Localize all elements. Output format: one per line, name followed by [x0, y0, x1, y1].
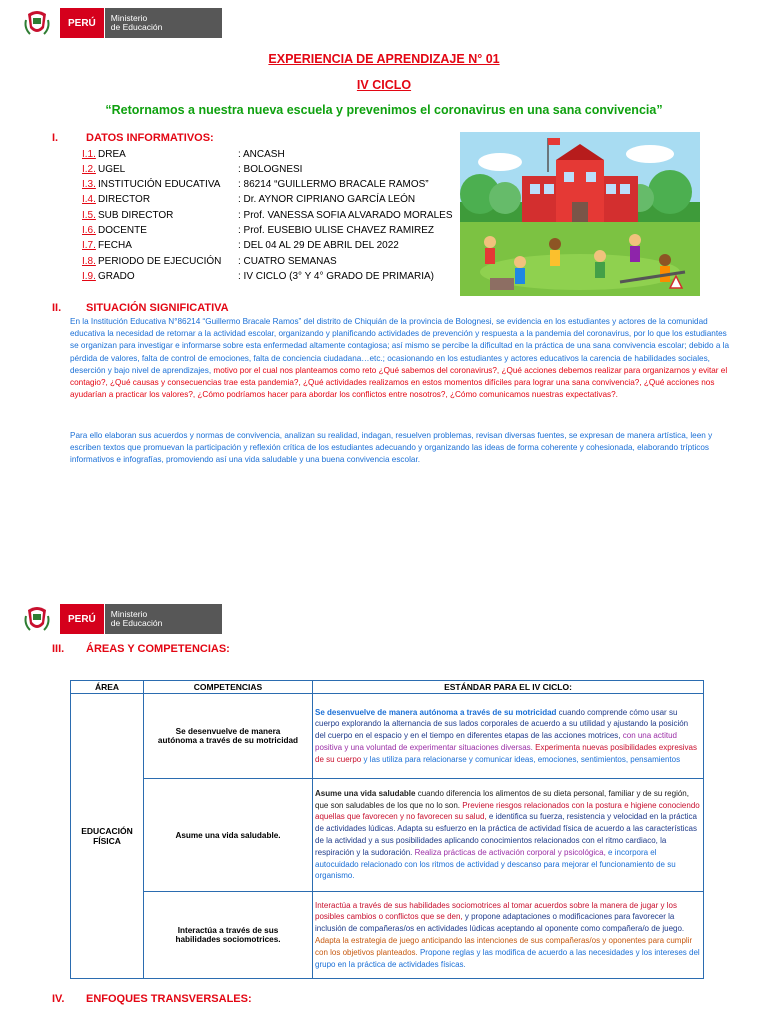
section-4-heading: IV. ENFOQUES TRANSVERSALES: — [52, 993, 252, 1005]
cycle-title: IV CICLO — [356, 78, 412, 92]
standard-text: Se desenvuelve de manera autónoma a través de su motricidad — [315, 707, 557, 717]
standard-text: Realiza prácticas de activación corporal y psicológica, — [412, 847, 606, 857]
header-estandar: ESTÁNDAR PARA EL IV CICLO: — [313, 681, 704, 694]
info-row — [82, 269, 434, 283]
standard-text: y las utiliza para relacionarse y comunicar ideas, emociones, sentimientos, pensamientos — [361, 754, 681, 764]
table-row — [71, 892, 704, 979]
info-row — [82, 208, 453, 222]
minedu-logo — [22, 8, 222, 38]
competency-cell: Asume una vida saludable. — [144, 779, 313, 892]
info-value: : DEL 04 AL 29 DE ABRIL DEL 2022 — [238, 240, 399, 252]
info-value: : BOLOGNESI — [238, 163, 303, 175]
standard-text: Adapta la estrategia de juego anticipando las intenciones de sus compañeras/os y oponentes para cumplir con los objetivos planteados. — [315, 936, 693, 957]
info-label: GRADO — [98, 270, 135, 282]
standard-text: cuando comprende cómo usar su cuerpo explorando la alternancia de sus lados corporales de acuerdo a su utilidad y ajustando la posición del cuerpo en el espacio y en el tiempo en diferentes etapas de las acciones motrices, — [315, 707, 689, 741]
info-label: INSTITUCIÓN EDUCATIVA — [98, 179, 221, 191]
table-row — [71, 779, 704, 892]
info-value: : Prof. VANESSA SOFIA ALVARADO MORALES — [238, 209, 453, 221]
info-row — [82, 239, 399, 253]
info-row — [82, 193, 415, 207]
standard-text: Experimenta nuevas posibilidades expresivas de su cuerpo — [315, 742, 697, 764]
info-number: I.8. — [82, 255, 96, 267]
standard-text: e identifica su fuerza, resistencia y velocidad en la práctica de actividades lúdicas. — [315, 812, 698, 834]
info-row — [82, 162, 302, 176]
header-competencias: COMPETENCIAS — [144, 681, 313, 694]
info-label: SUB DIRECTOR — [98, 209, 174, 221]
info-label: FECHA — [98, 240, 132, 252]
info-value: : ANCASH — [238, 148, 285, 160]
header-area: ÁREA — [71, 681, 144, 694]
info-label: PERIODO DE EJECUCIÓN — [98, 255, 222, 267]
standard-text: Propone reglas y las modifica de acuerdo a las necesidades y los intereses del grupo en la práctica de actividades físicas. — [315, 947, 700, 969]
peru-coat-of-arms-icon — [22, 604, 52, 634]
info-number: I.1. — [82, 148, 96, 160]
situation-paragraph-2: Para ello elaboran sus acuerdos y normas de convivencia, analizan su realidad, indagan, resuelven problemas, revisan diversas fuentes, se expresan de manera artística, leen y escriben textos que promuevan la participación y reflexión crítica de los estudiantes adecuando y organizando las ideas de forma coherente y cohesionada, elaborando trípticos informativos e infografías, promoviendo así una vida saludable y una buena convivencia escolar. — [70, 431, 713, 465]
minedu-logo-2 — [22, 604, 222, 634]
standard-cell — [313, 694, 704, 779]
standard-text: cuando diferencia los alimentos de su dieta personal, familiar y de su región, que son saludables de los que no lo son. — [315, 788, 689, 810]
section-1-heading: I. DATOS INFORMATIVOS: — [52, 132, 214, 144]
info-label: UGEL — [98, 163, 126, 175]
section-2-heading: II. SITUACIÓN SIGNIFICATIVA — [52, 302, 229, 314]
school-illustration — [460, 132, 700, 296]
standard-text: Adapta su esfuerzo en la práctica de actividad física de acuerdo a las características de la actividad y a sus posibilidades aplicando conocimientos relacionados con el ritmo cardiaco, la respiración y la sudoración. — [315, 824, 697, 857]
situation-paragraph: En la Institución Educativa N°86214 “Guillermo Bracale Ramos” del distrito de Chiquián de la provincia de Bolognesi, se evidencia en los estudiantes y actores de la comunidad educativa la necesidad de retornar a la actividad escolar, organizando y planificando actividades de prevención y respuesta a la pandemia del coronavirus, por lo que los estudiantes se organizan para investigar e informarse sobre esta enfermedad altamente contagiosa; así mismo se percibe la dificultad en la práctica de una sana convivencia escolar; debido a la pérdida de valores, falta de control de emociones, falta de conciencia ciudadana…etc.; ocasionando en los estudiantes y actores educativos la carencia de habilidades sociales, deserción y bajo nivel de aprendizajes, motivo por el cual nos planteamos como reto ¿Qué sabemos del coronavirus?, ¿Qué acciones debemos realizar para organizarnos y evitar el contagio?, ¿Qué causas y consecuencias trae esta pandemia?, ¿Qué actividades realizamos en estos momentos difíciles para lograr una sana convivencia?, ¿Qué acciones nos ayudarían a practicar los valores?, ¿Cómo podríamos hacer para abordar los conflictos entre nosotros?, ¿Cómo comunicamos nuestras expectativas?. — [70, 317, 730, 400]
info-value: : IV CICLO (3° Y 4° GRADO DE PRIMARIA) — [238, 270, 435, 282]
peru-coat-of-arms-icon — [22, 8, 52, 38]
peru-label: PERÚ — [60, 604, 104, 634]
slogan: “Retornamos a nuestra nueva escuela y prevenimos el coronavirus en una sana convivencia” — [105, 103, 663, 117]
info-value: : Dr. AYNOR CIPRIANO GARCÍA LEÓN — [238, 194, 416, 206]
standard-text: e incorpora el autocuidado relacionado con los ritmos de actividad y descanso para mejorar el funcionamiento de su organismo. — [315, 847, 676, 881]
page-title: EXPERIENCIA DE APRENDIZAJE N° 01 — [268, 52, 500, 66]
table-header-row — [71, 681, 704, 694]
info-number: I.5. — [82, 209, 96, 221]
info-number: I.3. — [82, 179, 96, 191]
table-row — [71, 694, 704, 779]
info-row — [82, 224, 434, 238]
info-number: I.4. — [82, 194, 96, 206]
standard-text: Interactúa a través de sus habilidades sociomotrices al tomar acuerdos sobre la manera de jugar y los posibles cambios o conflictos que se den, — [315, 900, 677, 922]
info-row — [82, 147, 285, 161]
info-value: : Prof. EUSEBIO ULISE CHAVEZ RAMIREZ — [238, 225, 434, 236]
standard-text: con una actitud positiva y una voluntad de experimentar situaciones diversas. — [315, 731, 677, 752]
info-number: I.6. — [82, 225, 96, 236]
ministry-label: Ministerio de Educación — [104, 8, 223, 38]
standard-text: Previene riesgos relacionados con la postura e higiene conociendo aquellas que favorecen y no favorecen su salud, — [315, 800, 700, 822]
standard-cell — [313, 892, 704, 979]
competencies-table — [70, 680, 704, 979]
info-number: I.9. — [82, 270, 96, 282]
school-children-image — [460, 132, 700, 296]
info-number: I.7. — [82, 240, 96, 252]
info-label: DIRECTOR — [98, 194, 151, 206]
info-row — [82, 178, 429, 192]
info-value: : 86214 “GUILLERMO BRACALE RAMOS” — [238, 179, 429, 191]
standard-text: y propone adaptaciones o modificaciones para favorecer la inclusión de compañeras/os en actividades lúdicas aceptando al oponente como compañera/o de juego. — [315, 912, 685, 934]
info-number: I.2. — [82, 163, 96, 175]
competency-cell: Se desenvuelve de manera autónoma a través de su motricidad — [144, 694, 313, 779]
info-row — [82, 254, 337, 268]
section-3-heading: III. ÁREAS Y COMPETENCIAS: — [52, 643, 230, 655]
peru-label: PERÚ — [60, 8, 104, 38]
info-label: DREA — [98, 148, 126, 160]
ministry-label: Ministerio de Educación — [104, 604, 223, 634]
info-value: : CUATRO SEMANAS — [238, 255, 337, 267]
standard-cell — [313, 779, 704, 892]
competency-cell: Interactúa a través de sus habilidades sociomotrices. — [144, 892, 313, 979]
area-cell: EDUCACIÓN FÍSICA — [71, 694, 144, 979]
standard-text: Asume una vida saludable — [315, 788, 416, 798]
info-label: DOCENTE — [98, 225, 147, 236]
